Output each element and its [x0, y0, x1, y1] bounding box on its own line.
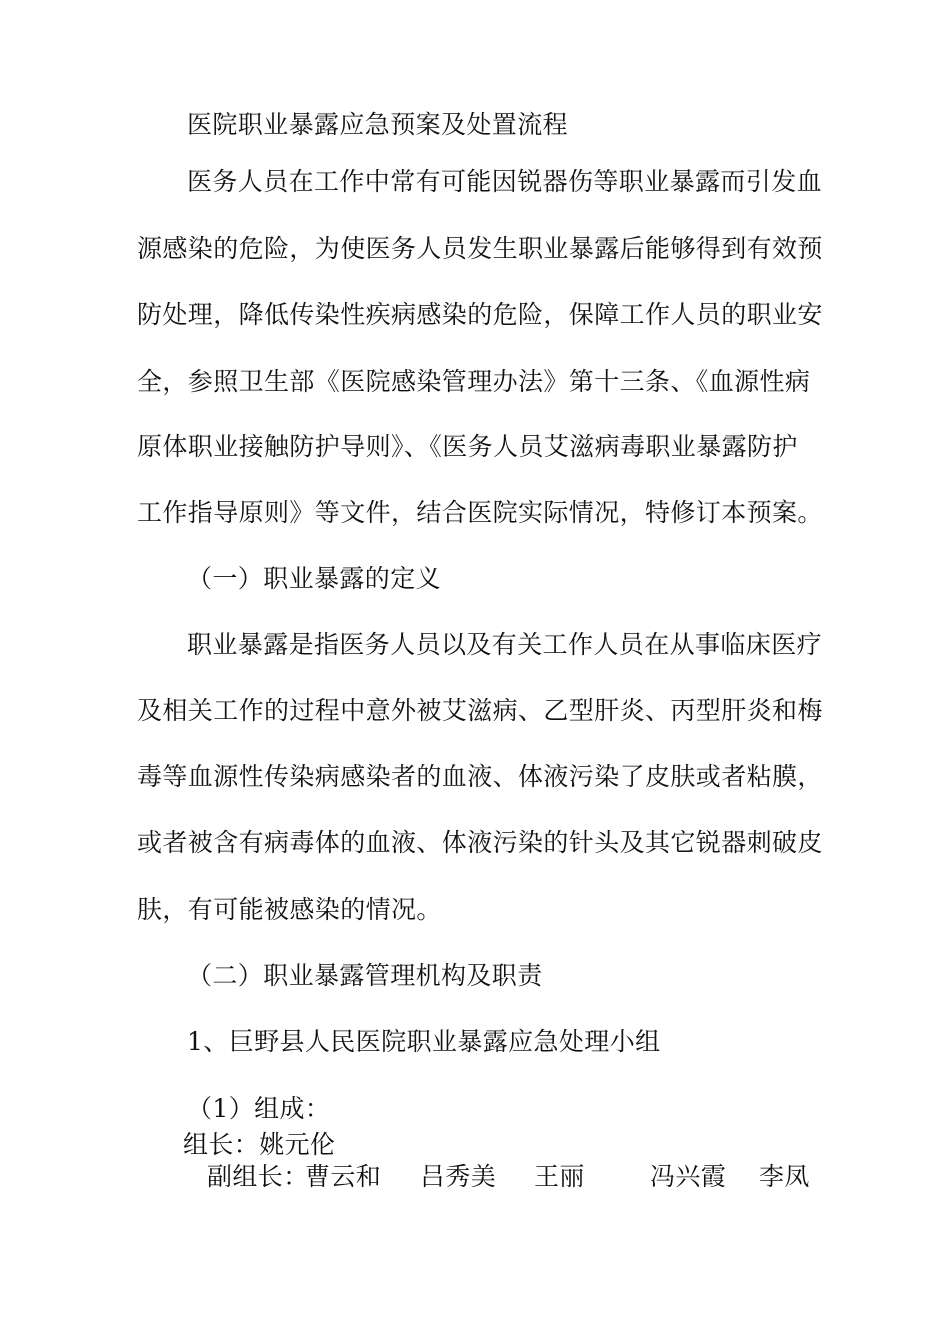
deputy-name: 冯兴霞 — [650, 1162, 727, 1191]
section1-heading: （一）职业暴露的定义 — [187, 564, 442, 593]
leader-line: 组长：姚元伦 — [183, 1130, 336, 1159]
intro-line: 原体职业接触防护导则》、《医务人员艾滋病毒职业暴露防护 — [137, 432, 798, 461]
definition-line: 毒等血源性传染病感染者的血液、体液污染了皮肤或者粘膜， — [137, 762, 823, 791]
intro-line: 防处理，降低传染性疾病感染的危险，保障工作人员的职业安 — [137, 300, 823, 329]
deputy-name: 曹云和 — [305, 1162, 382, 1191]
definition-line: 或者被含有病毒体的血液、体液污染的针头及其它锐器刺破皮 — [137, 828, 823, 857]
definition-line: 肤，有可能被感染的情况。 — [137, 895, 442, 924]
intro-line: 工作指导原则》等文件，结合医院实际情况，特修订本预案。 — [137, 498, 823, 527]
intro-line: 全，参照卫生部《医院感染管理办法》第十三条、《血源性病 — [137, 367, 811, 396]
intro-line: 源感染的危险，为使医务人员发生职业暴露后能够得到有效预 — [137, 234, 823, 263]
composition-label: （1）组成： — [187, 1094, 331, 1123]
deputy-name: 李凤 — [759, 1162, 810, 1191]
intro-line: 医务人员在工作中常有可能因锐器伤等职业暴露而引发血 — [187, 167, 823, 196]
definition-line: 及相关工作的过程中意外被艾滋病、乙型肝炎、丙型肝炎和梅 — [137, 696, 823, 725]
section2-heading: （二）职业暴露管理机构及职责 — [187, 961, 543, 990]
deputy-label: 副组长： — [207, 1162, 309, 1191]
subsection1-heading: 1、巨野县人民医院职业暴露应急处理小组 — [187, 1027, 661, 1056]
deputy-name: 王丽 — [534, 1162, 585, 1191]
definition-line: 职业暴露是指医务人员以及有关工作人员在从事临床医疗 — [187, 630, 823, 659]
deputy-name: 吕秀美 — [420, 1162, 497, 1191]
document-title: 医院职业暴露应急预案及处置流程 — [187, 110, 569, 139]
deputy-leaders-line — [207, 1162, 827, 1192]
